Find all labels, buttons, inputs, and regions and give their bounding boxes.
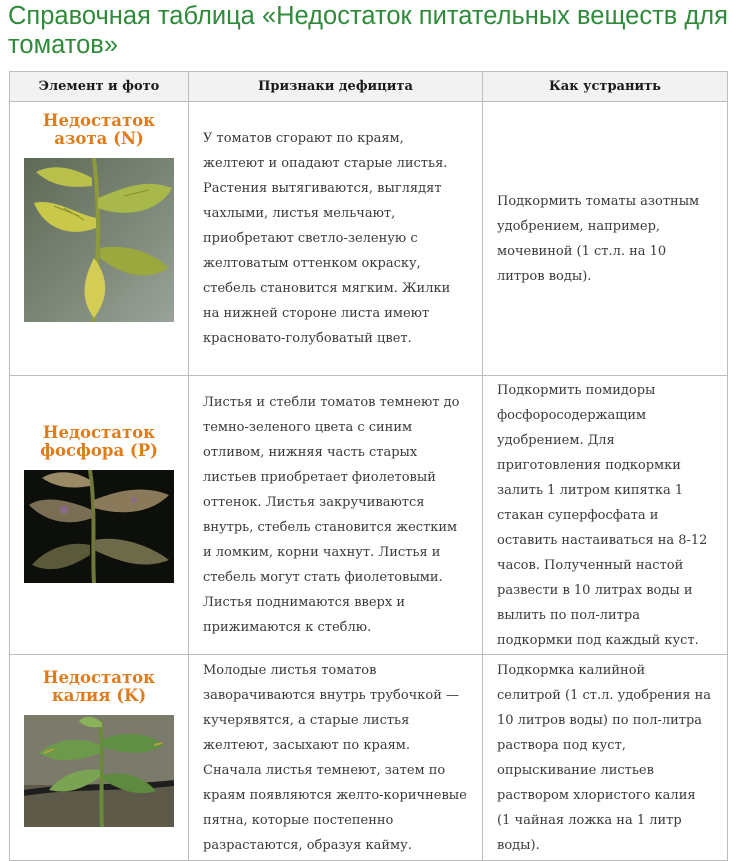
fix-cell: Подкормка калийной селитрой (1 ст.л. удобрения на 10 литров воды) по пол-литра раствора под куст, опрыскивание листьев раствором хлористого калия (1 чайная ложка на 1 литр воды). [483,655,728,861]
element-cell [10,376,189,655]
element-cell [10,655,189,861]
table-row [10,655,728,861]
fix-cell: Подкормить помидоры фосфоросодержащим удобрением. Для приготовления подкормки залить 1 литром кипятка 1 стакан суперфосфата и оставить настаиваться на 8-12 часов. Полученный настой развести в 10 литрах воды и вылить по пол-литра подкормки под каждый куст. [483,376,728,655]
phosphorus-deficiency-photo [24,470,174,583]
header-element: Элемент и фото [10,72,189,102]
header-fix: Как устранить [483,72,728,102]
signs-cell: У томатов сгорают по краям, желтеют и опадают старые листья. Растения вытягиваются, выглядят чахлыми, листья мельчают, приобретают светло-зеленую с желтоватым оттенком окраску, стебель становится мягким. Жилки на нижней стороне листа имеют красновато-голубоватый цвет. [189,102,483,376]
element-title: Недостаток калия (K) [42,668,156,705]
nutrient-table [9,71,728,861]
element-title: Недостаток азота (N) [42,111,156,148]
table-row [10,376,728,655]
potassium-deficiency-photo [24,715,174,827]
signs-cell: Молодые листья томатов заворачиваются внутрь трубочкой — кучерявятся, а старые листья желтеют, засыхают по краям. Сначала листья темнеют, затем по краям появляются желто-коричневые пятна, которые постепенно разрастаются, образуя кайму. [189,655,483,861]
table-row [10,102,728,376]
page-title [8,2,732,60]
page-title-line2: томатов» [8,31,119,59]
table-header-row [10,72,728,102]
signs-cell: Листья и стебли томатов темнеют до темно-зеленого цвета с синим отливом, нижняя часть старых листьев приобретает фиолетовый оттенок. Листья закручиваются внутрь, стебель становится жестким и ломким, корни чахнут. Листья и стебель могут стать фиолетовыми. Листья поднимаются вверх и прижимаются к стеблю. [189,376,483,655]
element-title: Недостаток фосфора (P) [40,423,158,460]
nitrogen-deficiency-photo [24,158,174,322]
fix-cell: Подкормить томаты азотным удобрением, например, мочевиной (1 ст.л. на 10 литров воды). [483,102,728,376]
element-cell [10,102,189,376]
header-signs: Признаки дефицита [189,72,483,102]
page-title-line1: Справочная таблица «Недостаток питательных веществ для [8,2,728,30]
